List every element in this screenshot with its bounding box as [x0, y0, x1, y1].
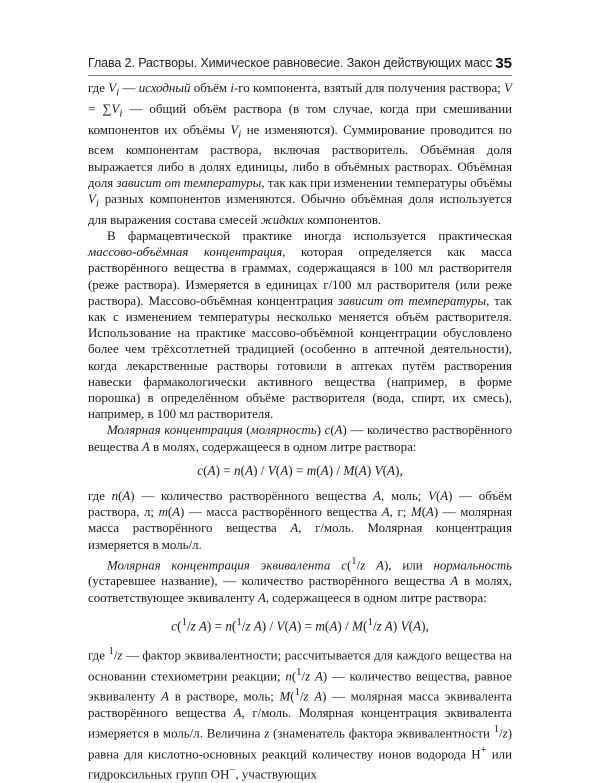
paragraph-volume-fraction: где $V_i$ — исходный объём i-го компонента, взятый для получения раствора; $V = \sum V_i$ — общий объём раствора (в том случае, когда при смешивании компонентов их объёмы $V_i$ не изменяются). Суммирование проводится по всем компонентам раствора, включая растворитель. Объёмная доля выражается либо в долях единицы, либо в объёмных растворах. Объёмная доля зависит от температуры, так как при изменении температуры объёмы $V_i$ разных компонентов изменяются. Обычно объёмная доля используется для выражения состава смесей жидких компонентов. — [88, 81, 513, 227]
paragraph-molarity: Молярная концентрация (молярность) c(A) — количество растворённого вещества A в молях, содержащееся в одном литре раствора: — [88, 423, 513, 454]
chapter-title: Глава 2. Растворы. Химическое равновесие. Закон действующих масс — [88, 56, 493, 70]
paragraph-normality-legend: где $^1$/z — фактор эквивалентности; рассчитывается для каждого вещества на основании стехиометрии реакции; n($^1$/z A) — количество вещества, равное эквиваленту A в растворе, моль; M($^1$/z A) — молярная масса эквивалента растворённого вещества A, г/моль. Молярная концентрация эквивалента измеряется в моль/л. Величина z (знаменатель фактора эквивалентности $^1$/z) равна для кислотно-основных реакций количеству ионов водорода H+ или гидроксильных групп OH−, участвующих — [88, 645, 512, 782]
formula-molarity: c(A) = n(A) / V(A) = m(A) / M(A) V(A), — [197, 462, 403, 478]
running-header — [88, 53, 512, 76]
formula-normality: c($^1$/z A) = n($^1$/z A) / V(A) = m(A) / M($^1$/z A) V(A), — [171, 615, 429, 634]
paragraph-normality: Молярная концентрация эквивалента c($^1$/z A), или нормальность (устаревшее название), — количество растворённого вещества A в молях, соответствующее эквиваленту A, содержащееся в одном литре раствора: — [88, 554, 512, 605]
page-number: 35 — [495, 55, 512, 72]
paragraph-molarity-legend: где n(A) — количество растворённого вещества A, моль; V(A) — объём раствора, л; m(A) — масса растворённого вещества A, г; M(A) — молярная масса растворённого вещества A, г/моль. Молярная концентрация измеряется в моль/л. — [88, 488, 513, 552]
page-body — [88, 80, 512, 783]
paragraph-mass-volume: В фармацевтической практике иногда используется практическая массово-объёмная концентрация, которая определяется как масса растворённого вещества в граммах, содержащаяся в 100 мл растворителя (реже раствора). Измеряется в единицах г/100 мл растворителя (или реже раствора). Массово-объёмная концентрация зависит от температуры, так как с изменением температуры несколько меняется объём растворителя. Использование на практике массово-объёмной концентрации обусловлено более чем трёхсотлетней традицией (особенно в аптечной деятельности), когда лекарственные растворы готовили в аптеках путём растворения навески фармакологически активного вещества (например, в форме порошка) в определённом объёме растворителя (вода, спирт, их смесь), например, в 100 мл растворителя. — [88, 228, 512, 422]
